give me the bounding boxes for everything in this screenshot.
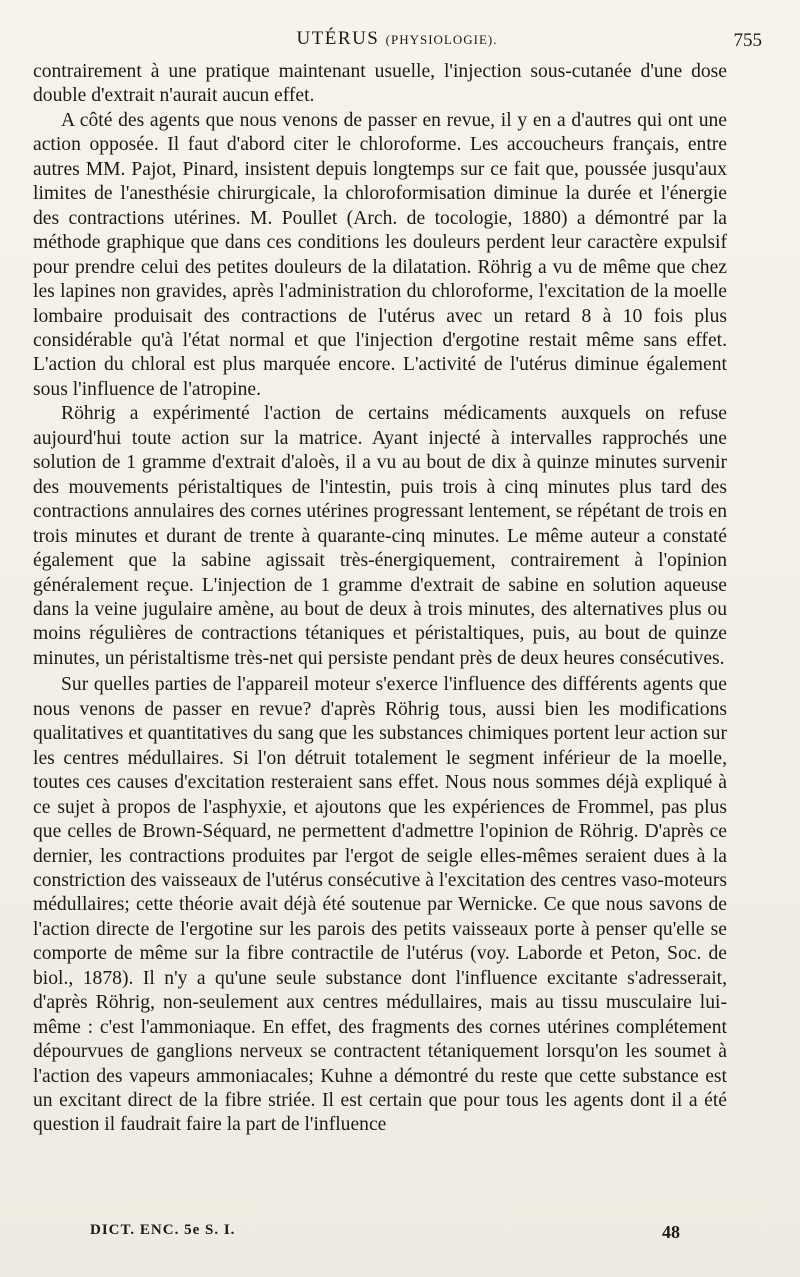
sheet-signature: DICT. ENC. 5e S. I. (90, 1222, 236, 1238)
paragraph-4: Sur quelles parties de l'appareil moteur s'exerce l'influence des différents agents que nous venons de passer en revue? d'après Röhrig tous, aussi bien les modifications qualitatives et quantitatives du sang que les substances chimiques portent leur action sur les centres médullaires. Si l'on détruit totalement le segment inférieur de la moelle, toutes ces causes d'excitation resteraient sans effet. Nous nous sommes déjà expliqué à ce sujet à propos de l'asphyxie, et ajoutons que les expériences de Frommel, pas plus que celles de Brown-Séquard, ne permettent d'admettre l'opinion de Röhrig. D'après ce dernier, les contractions produites par l'ergot de seigle elles-mêmes seraient dues à la constriction des vaisseaux de l'utérus consécutive à l'excitation des centres vaso-moteurs médullaires; cette théorie avait déjà été soutenue par Wernicke. Ce que nous savons de l'action directe de l'ergotine sur les parois des petits vaisseaux porte à penser qu'elle se comporte de même sur la fibre contractile de l'utérus (voy. Laborde et Peton, Soc. de biol., 1878). Il n'y a qu'une seule substance dont l'influence excitante s'adresserait, d'après Röhrig, non-seulement aux centres médullaires, mais au tissu musculaire lui-même : c'est l'ammoniaque. En effet, des fragments des cornes utérines complétement dépourvues de ganglions nerveux se contractent tétaniquement lorsqu'on les soumet à l'action des vapeurs ammoniacales; Kuhne a démontré du reste que cette substance est un excitant direct de la fibre striée. Il est certain que pour tous les agents dont il a été question il faudrait faire la part de l'influence (33, 674, 727, 1136)
paragraph-2: A côté des agents que nous venons de passer en revue, il y en a d'autres qui ont une action opposée. Il faut d'abord citer le chloroforme. Les accoucheurs français, entre autres MM. Pajot, Pinard, insistent depuis longtemps sur ce fait que, poussée jusqu'aux limites de l'anesthésie chirurgicale, la chloroformisation diminue la durée et l'énergie des contractions utérines. M. Poullet (Arch. de tocologie, 1880) a démontré par la méthode graphique que dans ces conditions les douleurs perdent leur caractère expulsif pour prendre celui des petites douleurs de la dilatation. Röhrig a vu de même que chez les lapines non gravides, après l'administration du chloroforme, l'excitation de la moelle lombaire produisait des contractions de l'utérus avec un retard 8 à 10 fois plus considérable qu'à l'état normal et que l'injection d'ergotine restait même sans effet. L'action du chloral est plus marquée encore. L'activité de l'utérus diminue également sous l'influence de l'atropine. (33, 109, 727, 400)
page-number: 755 (733, 30, 762, 51)
paragraph-3: Röhrig a expérimenté l'action de certains médicaments auxquels on refuse aujourd'hui toute action sur la matrice. Ayant injecté à intervalles rapprochés une solution de 1 gramme d'extrait d'aloès, il a vu au bout de dix à quinze minutes survenir des mouvements péristaltiques de l'intestin, puis trois à cinq minutes plus tard des contractions annulaires des cornes utérines progressant lentement, se répétant de trois en trois minutes et durant de trente à quarante-cinq minutes. Le même auteur a constaté également que la sabine agissait très-énergiquement, contrairement à l'opinion généralement reçue. L'injection de 1 gramme d'extrait de sabine en solution aqueuse dans la veine jugulaire amène, au bout de deux à trois minutes, des alternatives plus ou moins régulières de contractions tétaniques et péristaltiques, puis, au bout de quinze minutes, un péristaltisme très-net qui persiste pendant près de deux heures consécutives. (33, 403, 727, 669)
header-title-main: UTÉRUS (296, 28, 380, 49)
body-text (33, 60, 727, 1138)
running-header (32, 28, 762, 54)
sheet-number: 48 (662, 1222, 680, 1242)
paragraph-1: contrairement à une pratique maintenant usuelle, l'injection sous-cutanée d'une dose double d'extrait n'aurait aucun effet. (33, 61, 727, 107)
header-title-subtitle: (PHYSIOLOGIE). (385, 32, 498, 47)
header-title (32, 28, 762, 50)
page-footer (90, 1222, 680, 1246)
